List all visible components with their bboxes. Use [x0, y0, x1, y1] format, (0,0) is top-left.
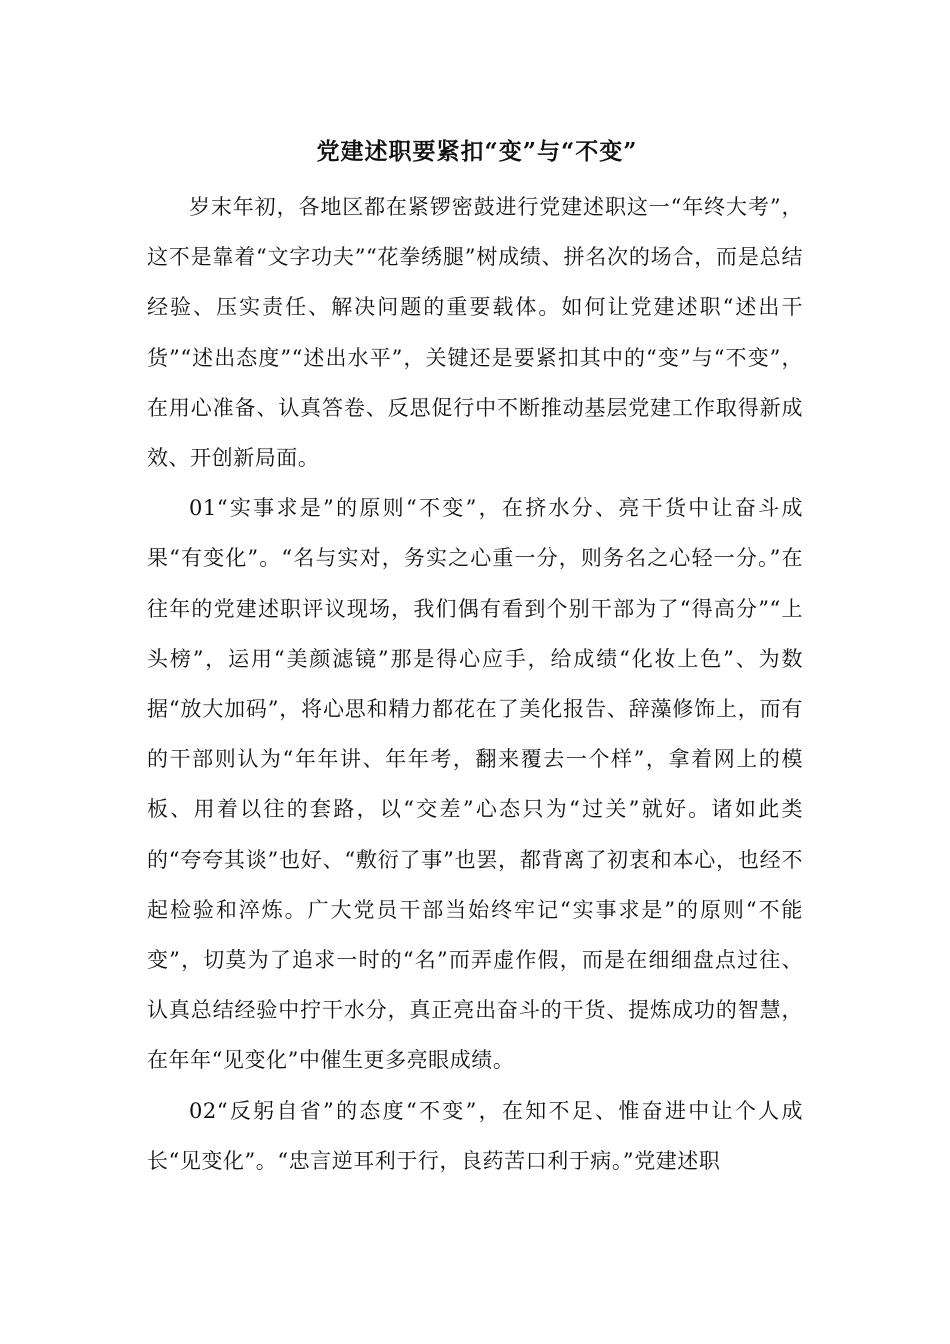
- document-page: [147, 126, 803, 1186]
- document-title: 党建述职要紧扣“变”与“不变”: [316, 138, 638, 165]
- paragraph-intro: 岁末年初，各地区都在紧锣密鼓进行党建述职这一“年终大考”，这不是靠着“文字功夫”“花拳绣腿”树成绩、拼名次的场合，而是总结经验、压实责任、解决问题的重要载体。如何让党建述职“述出干货”“述出态度”“述出水平”，关键还是要紧扣其中的“变”与“不变”，在用心准备、认真答卷、反思促行中不断推动基层党建工作取得新成效、开创新局面。: [147, 195, 803, 471]
- paragraph-section-02: 02“反躬自省”的态度“不变”，在知不足、惟奋进中让个人成长“见变化”。“忠言逆耳利于行，良药苦口利于病。”党建述职: [147, 1098, 803, 1173]
- paragraph-section-01: 01“实事求是”的原则“不变”，在挤水分、亮干货中让奋斗成果“有变化”。“名与实对，务实之心重一分，则务名之心轻一分。”在往年的党建述职评议现场，我们偶有看到个别干部为了“得高分”“上头榜”，运用“美颜滤镜”那是得心应手，给成绩“化妆上色”、为数据“放大加码”，将心思和精力都花在了美化报告、辞藻修饰上，而有的干部则认为“年年讲、年年考，翻来覆去一个样”，拿着网上的模板、用着以往的套路，以“交差”心态只为“过关”就好。诸如此类的“夸夸其谈”也好、“敷衍了事”也罢，都背离了初衷和本心，也经不起检验和淬炼。广大党员干部当始终牢记“实事求是”的原则“不能变”，切莫为了追求一时的“名”而弄虚作假，而是在细细盘点过往、认真总结经验中拧干水分，真正亮出奋斗的干货、提炼成功的智慧，在年年“见变化”中催生更多亮眼成绩。: [147, 496, 803, 1073]
